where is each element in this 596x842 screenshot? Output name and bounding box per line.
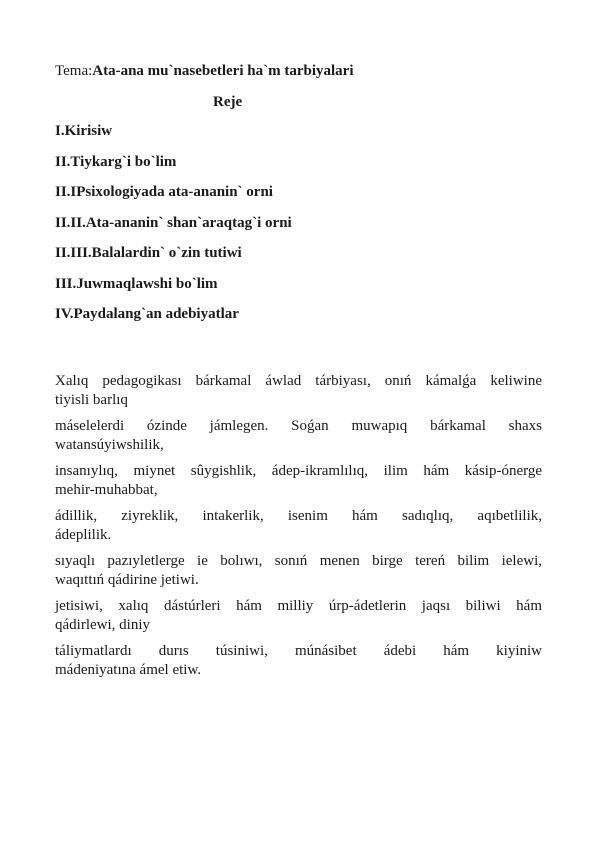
paragraph — [55, 642, 542, 679]
topic-title: Ata-ana mu`nasebetleri ha`m tarbiyalari — [92, 63, 354, 79]
paragraph-line: máselelerdi ózinde jámlegen. Soǵan muwapıq bárkamal shaxs — [55, 418, 542, 434]
paragraph — [55, 507, 542, 544]
plan-heading: Reje — [213, 94, 243, 110]
paragraph-line: ádeplilik. — [55, 526, 112, 543]
paragraph-line: mehir-muhabbat, — [55, 481, 158, 498]
outline-item: III.Juwmaqlawshi bo`lim — [55, 275, 218, 292]
paragraph-line: ádillik, ziyreklik, intakerlik, isenim hám sadıqlıq, aqıbetlilik, — [55, 508, 542, 524]
topic-line — [55, 62, 353, 80]
paragraph-line: jetisiwi, xalıq dástúrleri hám milliy úrp-ádetlerin jaqsı biliwi hám — [55, 598, 542, 614]
paragraph — [55, 597, 542, 634]
paragraph-line: mádeniyatına ámel etiw. — [55, 661, 202, 678]
paragraph — [55, 372, 542, 409]
paragraph-line: Xalıq pedagogikası bárkamal áwlad tárbiyası, onıń kámalǵa keliwine — [55, 373, 542, 389]
paragraph — [55, 417, 542, 454]
paragraph-line: insanıylıq, miynet sûygishlik, ádep-ikramlılıq, ilim hám kásip-ónerge — [55, 463, 542, 479]
paragraph-line: watansúyiwshilik, — [55, 436, 164, 453]
paragraph-line: táliymatlardı durıs túsiniwi, múnásibet ádebi hám kiyiniw — [55, 643, 542, 659]
paragraph-line: qádirlewi, diniy — [55, 616, 150, 633]
outline-item: II.IPsixologiyada ata-ananin` orni — [55, 184, 273, 200]
outline-item: I.Kirisiw — [55, 123, 113, 139]
paragraph-line: waqıttıń qádirine jetiwi. — [55, 571, 199, 588]
outline-item: IV.Paydalang`an adebiyatlar — [55, 306, 239, 322]
outline-item: II.III.Balalardin` o`zin tutiwi — [55, 245, 242, 261]
paragraph-line: sıyaqlı pazıyletlerge ie bolıwı, sonıń menen birge tereń bilim ielewi, — [55, 553, 542, 569]
paragraph-line: tiyisli barlıq — [55, 391, 128, 408]
outline-item: II.II.Ata-ananin` shan`araqtag`i orni — [55, 214, 292, 231]
outline-item: II.Tiykarg`i bo`lim — [55, 153, 177, 170]
body-text — [55, 372, 542, 687]
paragraph — [55, 552, 542, 589]
topic-label: Tema: — [55, 63, 93, 79]
plan-outline — [55, 122, 292, 336]
paragraph — [55, 462, 542, 499]
